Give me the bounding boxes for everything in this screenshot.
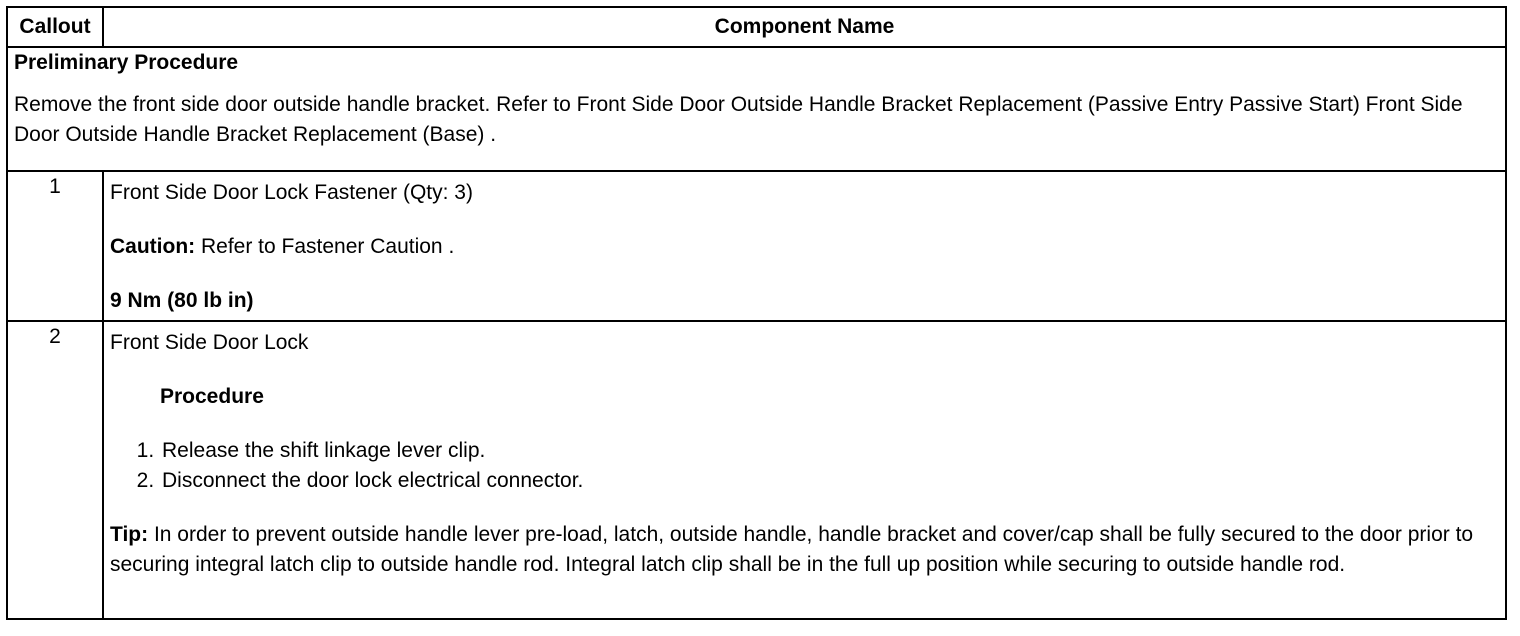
component-cell <box>103 171 1506 321</box>
torque-spec: 9 Nm (80 lb in) <box>110 289 254 312</box>
caution-text: Refer to Fastener Caution . <box>195 235 455 258</box>
component-name-header: Component Name <box>103 7 1506 47</box>
callout-number: 1 <box>7 171 103 321</box>
component-cell <box>103 321 1506 619</box>
table-row <box>7 171 1506 321</box>
header-row <box>7 7 1506 47</box>
tip-label: Tip: <box>110 523 149 546</box>
list-item: 2. Disconnect the door lock electrical connector. <box>160 466 1499 496</box>
caution-label: Caution: <box>110 235 196 258</box>
preliminary-cell <box>7 47 1506 171</box>
tip-note <box>110 520 1499 580</box>
component-name: Front Side Door Lock <box>110 331 309 354</box>
preliminary-title: Preliminary Procedure <box>14 51 239 74</box>
preliminary-text: Remove the front side door outside handle bracket. Refer to Front Side Door Outside Handle Bracket Replacement (Passive Entry Passive Start) Front Side Door Outside Handle Bracket Replacement (Base) . <box>14 93 1463 146</box>
list-item: 1. Release the shift linkage lever clip. <box>160 436 1499 466</box>
preliminary-row <box>7 47 1506 171</box>
component-name: Front Side Door Lock Fastener (Qty: 3) <box>110 181 473 204</box>
callout-header: Callout <box>7 7 103 47</box>
callout-number: 2 <box>7 321 103 619</box>
caution-note <box>110 232 1499 262</box>
procedure-table <box>6 6 1507 620</box>
procedure-heading: Procedure <box>160 385 264 408</box>
table-row <box>7 321 1506 619</box>
tip-text: In order to prevent outside handle lever pre-load, latch, outside handle, handle bracket and cover/cap shall be fully secured to the door prior to securing integral latch clip to outside handle rod. Integral latch clip shall be in the full up position while securing to outside handle rod. <box>110 523 1474 576</box>
procedure-steps <box>110 436 1499 496</box>
